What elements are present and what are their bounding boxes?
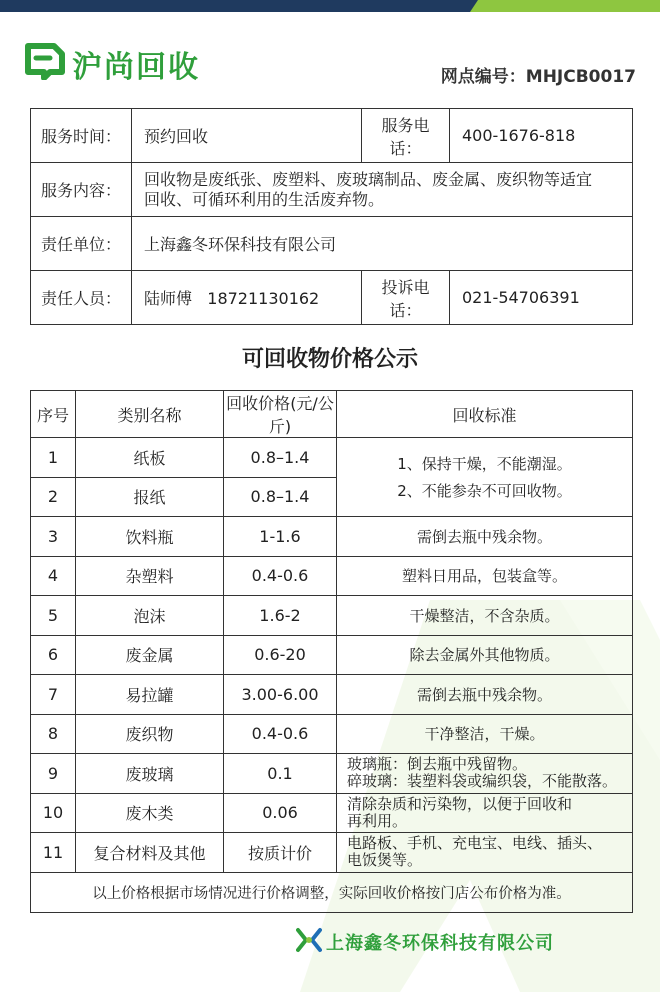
service-content-line1: 回收物是废纸张、废塑料、废玻璃制品、废金属、废织物等适宜 xyxy=(144,169,593,189)
service-content-label: 服务内容： xyxy=(31,163,132,217)
row-standard: 除去金属外其他物质。 xyxy=(337,635,633,675)
standard-line2: 再利用。 xyxy=(347,811,408,830)
header xyxy=(24,40,636,90)
price-table xyxy=(30,390,633,913)
row-price: 0.1 xyxy=(224,754,337,794)
service-content-value xyxy=(132,163,633,217)
service-info-table xyxy=(30,108,633,325)
row-standard xyxy=(337,793,633,833)
row-standard-merged xyxy=(337,438,633,517)
table-row xyxy=(31,556,633,596)
service-time-value: 预约回收 xyxy=(132,109,362,163)
row-standard xyxy=(337,833,633,873)
responsible-person-value: 陆师傅 18721130162 xyxy=(132,271,362,325)
table-row xyxy=(31,793,633,833)
row-category: 废织物 xyxy=(76,714,224,754)
row-category: 易拉罐 xyxy=(76,675,224,715)
row-category: 泡沫 xyxy=(76,596,224,636)
top-color-band xyxy=(0,0,660,12)
responsible-unit-value: 上海鑫冬环保科技有限公司 xyxy=(132,217,633,271)
table-row xyxy=(31,596,633,636)
row-no: 2 xyxy=(31,477,76,517)
row-price: 0.06 xyxy=(224,793,337,833)
responsible-unit-label: 责任单位： xyxy=(31,217,132,271)
row-standard: 需倒去瓶中残余物。 xyxy=(337,675,633,715)
row-standard: 需倒去瓶中残余物。 xyxy=(337,517,633,557)
row-standard: 干燥整洁，不含杂质。 xyxy=(337,596,633,636)
header-price-unit: (元/公斤) xyxy=(268,394,334,436)
row-no: 9 xyxy=(31,754,76,794)
header-standard: 回收标准 xyxy=(337,391,633,438)
row-standard xyxy=(337,754,633,794)
footer-company-name: 上海鑫冬环保科技有限公司 xyxy=(326,933,554,954)
table-row xyxy=(31,833,633,873)
row-no: 6 xyxy=(31,635,76,675)
row-no: 10 xyxy=(31,793,76,833)
row-category: 杂塑料 xyxy=(76,556,224,596)
table-row xyxy=(31,517,633,557)
row-price: 0.4-0.6 xyxy=(224,714,337,754)
row-category: 纸板 xyxy=(76,438,224,478)
row-no: 7 xyxy=(31,675,76,715)
row-standard: 干净整洁，干燥。 xyxy=(337,714,633,754)
brand-name: 沪尚回收 xyxy=(72,50,200,85)
row-category: 废玻璃 xyxy=(76,754,224,794)
header-price xyxy=(224,391,337,438)
table-row xyxy=(31,438,633,478)
standard-line2: 电饭煲等。 xyxy=(347,851,423,870)
table-row xyxy=(31,675,633,715)
row-category: 饮料瓶 xyxy=(76,517,224,557)
header-no: 序号 xyxy=(31,391,76,438)
row-no: 5 xyxy=(31,596,76,636)
responsible-person-row xyxy=(31,271,633,325)
row-price: 0.8–1.4 xyxy=(224,438,337,478)
header-category: 类别名称 xyxy=(76,391,224,438)
row-price: 0.6-20 xyxy=(224,635,337,675)
merged-standard-line2: 2、不能参杂不可回收物。 xyxy=(397,482,572,500)
outlet-number xyxy=(441,62,636,87)
complaint-phone-value: 021-54706391 xyxy=(450,271,633,325)
complaint-phone-label: 投诉电话： xyxy=(362,271,450,325)
service-phone-value: 400-1676-818 xyxy=(450,109,633,163)
price-section-title: 可回收物价格公示 xyxy=(241,347,418,372)
header-price-label: 回收价格 xyxy=(226,394,291,413)
row-no: 8 xyxy=(31,714,76,754)
service-content-row xyxy=(31,163,633,217)
outlet-code: MHJCB0017 xyxy=(525,67,636,87)
standard-line1: 玻璃瓶：倒去瓶中残留物。 xyxy=(347,755,528,774)
row-standard: 塑料日用品，包装盒等。 xyxy=(337,556,633,596)
row-category: 废金属 xyxy=(76,635,224,675)
service-time-label: 服务时间： xyxy=(31,109,132,163)
row-category: 复合材料及其他 xyxy=(76,833,224,873)
row-no: 11 xyxy=(31,833,76,873)
row-price: 3.00-6.00 xyxy=(224,675,337,715)
service-phone-label: 服务电话： xyxy=(362,109,450,163)
standard-line2: 碎玻璃：装塑料袋或编织袋，不能散落。 xyxy=(347,772,618,791)
price-note: 以上价格根据市场情况进行价格调整，实际回收价格按门店公布价格为准。 xyxy=(31,872,633,912)
service-content-line2: 回收、可循环利用的生活废弃物。 xyxy=(144,189,385,209)
price-table-header xyxy=(31,391,633,438)
row-no: 4 xyxy=(31,556,76,596)
brand-logo-icon xyxy=(24,42,66,80)
service-time-row xyxy=(31,109,633,163)
outlet-label: 网点编号： xyxy=(440,67,526,87)
row-no: 1 xyxy=(31,438,76,478)
standard-line1: 电路板、手机、充电宝、电线、插头、 xyxy=(347,834,603,853)
row-price: 按质计价 xyxy=(224,833,337,873)
responsible-unit-row xyxy=(31,217,633,271)
table-row xyxy=(31,635,633,675)
row-category: 报纸 xyxy=(76,477,224,517)
price-note-row xyxy=(31,872,633,912)
row-price: 0.8–1.4 xyxy=(224,477,337,517)
row-price: 0.4-0.6 xyxy=(224,556,337,596)
merged-standard-line1: 1、保持干燥，不能潮湿。 xyxy=(397,455,572,473)
row-category: 废木类 xyxy=(76,793,224,833)
responsible-person-label: 责任人员： xyxy=(31,271,132,325)
standard-line1: 清除杂质和污染物，以便于回收和 xyxy=(347,794,573,813)
row-no: 3 xyxy=(31,517,76,557)
table-row xyxy=(31,714,633,754)
company-logo-icon xyxy=(296,926,322,954)
row-price: 1-1.6 xyxy=(224,517,337,557)
table-row xyxy=(31,754,633,794)
row-price: 1.6-2 xyxy=(224,596,337,636)
